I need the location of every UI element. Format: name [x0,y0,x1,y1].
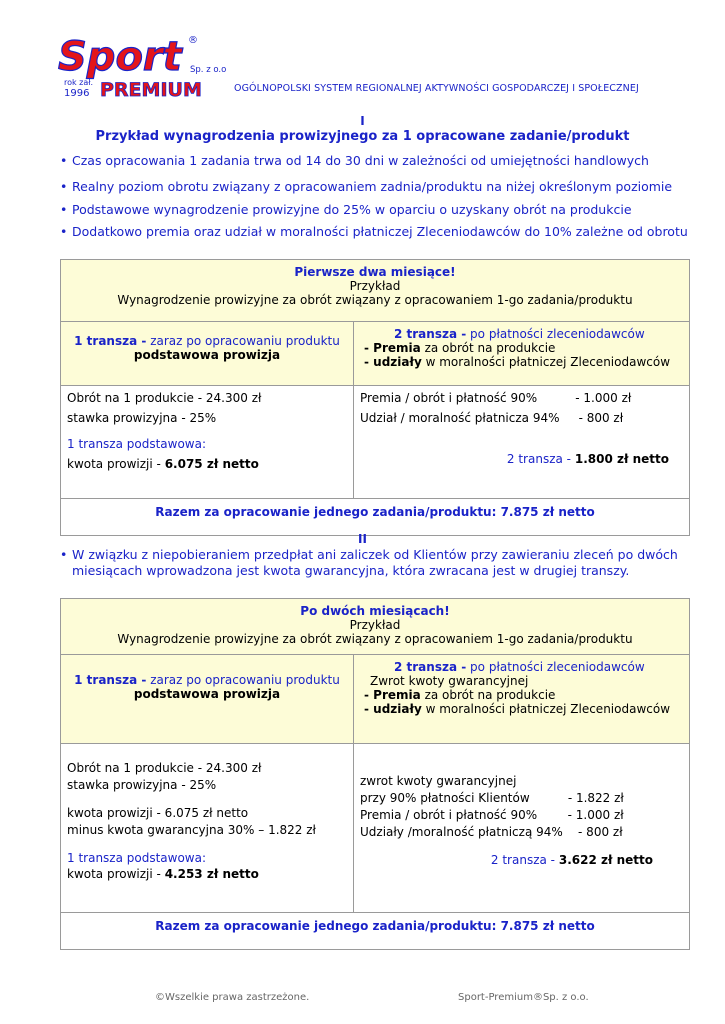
section-number: I [360,114,365,128]
table-description: Wynagrodzenie prowizyjne za obrót związany z opracowaniem 1-go zadania/produktu [117,293,633,307]
tranche-1-header: 1 transza - zaraz po opracowaniu produktu podstawowa prowizja [61,322,354,386]
footer-company: Sport-Premium®Sp. z o.o. [458,992,589,1003]
founded-label: rok zał. [64,78,94,87]
tranche-2-details: Premia / obrót i płatność 90% - 1.000 zł Udział / moralność płatnicza 94% - 800 zł 2 transza - 1.800 zł netto [354,386,690,499]
tranche-1-details: Obrót na 1 produkcie - 24.300 zł stawka prowizyjna - 25% 1 transza podstawowa: kwota prowizji - 6.075 zł netto [61,386,354,499]
table-subtitle: Przykład [349,279,401,293]
company-logo [56,30,226,100]
table-total: Razem za opracowanie jednego zadania/produktu: 7.875 zł netto [61,499,690,536]
tranche-2-details: zwrot kwoty gwarancyjnej przy 90% płatności Klientów - 1.822 zł Premia / obrót i płatność 90% - 1.000 zł Udziały /moralność płatniczą 94% - 800 zł 2 transza - 3.622 zł netto [354,744,690,913]
table-header [61,260,690,322]
registered-mark: ® [188,35,198,46]
table-total: Razem za opracowanie jednego zadania/produktu: 7.875 zł netto [61,913,690,950]
table-description: Wynagrodzenie prowizyjne za obrót związany z opracowaniem 1-go zadania/produktu [117,632,633,646]
tranche-2-header: 2 transza - po płatności zleceniodawców - Premia za obrót na produkcie - udziały w moralności płatniczej Zleceniodawców [354,322,690,386]
tranche-2-header: 2 transza - po płatności zleceniodawców Zwrot kwoty gwarancyjnej - Premia za obrót na produkcie - udziały w moralności płatniczej Zleceniodawców [354,655,690,744]
table-subtitle: Przykład [349,618,401,632]
list-item: • Realny poziom obrotu związany z opracowaniem zadnia/produktu na niżej określonym poziomie [60,179,673,194]
commission-table-second [60,598,690,950]
table-title: Pierwsze dwa miesiące! [294,265,456,279]
tranche-1-header: 1 transza - zaraz po opracowaniu produktu podstawowa prowizja [61,655,354,744]
list-item: • Czas opracowania 1 zadania trwa od 14 do 30 dni w zależności od umiejętności handlowych [60,153,649,168]
logo-premium-text: PREMIUM [100,79,202,100]
tranche-1-details: Obrót na 1 produkcie - 24.300 zł stawka prowizyjna - 25% kwota prowizji - 6.075 zł netto minus kwota gwarancyjna 30% – 1.822 zł 1 transza podstawowa: kwota prowizji - 4.253 zł netto [61,744,354,913]
table-title: Po dwóch miesiącach! [300,604,450,618]
table-header [61,599,690,655]
list-item: • Podstawowe wynagrodzenie prowizyjne do 25% w oparciu o uzyskany obrót na produkcie [60,202,632,217]
section-number: II [358,532,367,546]
list-item: • Dodatkowo premia oraz udział w moralności płatniczej Zleceniodawców do 10% zależne od obrotu [60,224,688,239]
commission-table-first [60,259,690,536]
tagline: OGÓLNOPOLSKI SYSTEM REGIONALNEJ AKTYWNOŚCI GOSPODARCZEJ I SPOŁECZNEJ [234,83,639,94]
founded-year: 1996 [64,88,90,99]
list-item: • W związku z niepobieraniem przedpłat ani zaliczek od Klientów przy zawieraniu zleceń po dwóch miesiącach wprowadzona jest kwota gwarancyjna, która zwracana jest w drugiej transzy. [60,547,678,578]
section-title: Przykład wynagrodzenia prowizyjnego za 1 opracowane zadanie/produkt [95,129,630,144]
logo-sport-text: Sport [58,34,182,80]
footer-copyright: ©Wszelkie prawa zastrzeżone. [155,992,310,1003]
sport-premium-logo [56,30,226,100]
company-suffix: Sp. z o.o. [190,65,226,75]
